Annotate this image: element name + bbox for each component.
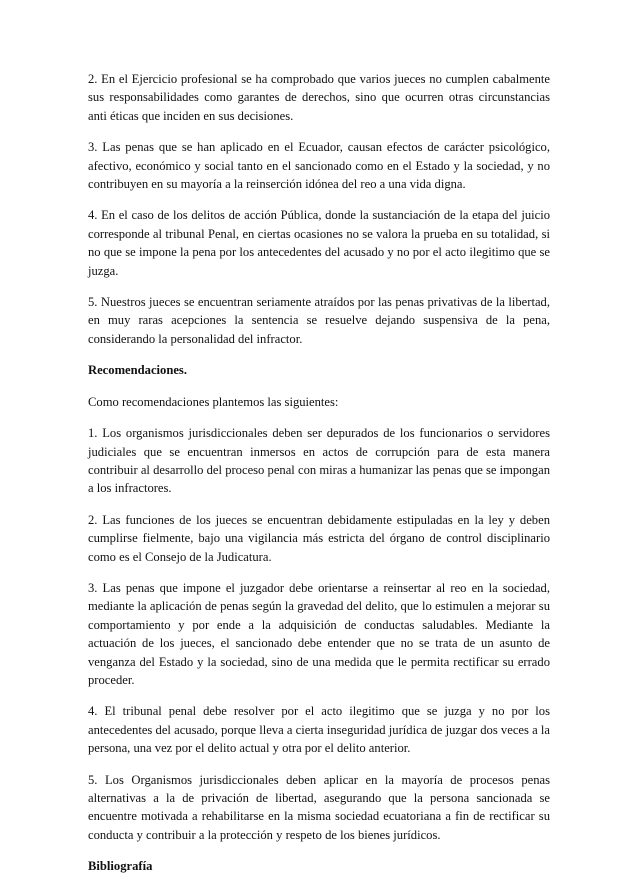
recommendation-4: 4. El tribunal penal debe resolver por el acto ilegitimo que se juzga y no por los antecedentes del acusado, porque lleva a cierta inseguridad jurídica de juzgar dos veces a la persona, una vez por el delito actual y otra por el delito anterior. [88, 704, 550, 756]
recommendation-3: 3. Las penas que impone el juzgador debe orientarse a reinsertar al reo en la sociedad, mediante la aplicación de penas según la gravedad del delito, que lo estimulen a mejorar su comportamiento y por ende a la adquisición de conductas saludables. Mediante la actuación de los jueces, el sancionado debe entender que no se trata de un asunto de venganza del Estado y la sociedad, sino de una medida que le permita rectificar su errado proceder. [88, 580, 550, 687]
conclusion-2: 2. En el Ejercicio profesional se ha comprobado que varios jueces no cumplen cabalmente sus responsabilidades como garantes de derechos, sino que ocurren otras circunstancias anti éticas que inciden en sus decisiones. [88, 72, 550, 123]
recommendation-1: 1. Los organismos jurisdiccionales deben ser depurados de los funcionarios o servidores judiciales que se encuentran inmersos en actos de corrupción para de esta manera contribuir al desarrollo del proceso penal con miras a humanizar las penas que se impongan a los infractores. [88, 426, 550, 496]
recommendations-heading: Recomendaciones. [88, 363, 187, 378]
document-page [88, 70, 550, 889]
recommendation-5: 5. Los Organismos jurisdiccionales deben aplicar en la mayoría de procesos penas alternativas a la de privación de libertad, asegurando que la persona sancionada se encuentre motivada a rehabilitarse en la misma sociedad ecuatoriana a fin de rectificar su conducta y contribuir a la protección y respeto de los bienes jurídicos. [88, 772, 550, 842]
recommendations-intro: Como recomendaciones plantemos las siguientes: [88, 394, 339, 409]
conclusion-5: 5. Nuestros jueces se encuentran seriamente atraídos por las penas privativas de la libertad, en muy raras acepciones la sentencia se resuelve dejando suspensiva de la pena, considerando la personalidad del infractor. [88, 295, 550, 346]
conclusion-4: 4. En el caso de los delitos de acción Pública, donde la sustanciación de la etapa del juicio corresponde al tribunal Penal, en ciertas ocasiones no se valora la prueba en su totalidad, si no que se impone la pena por los antecedentes del acusado y no por el acto ilegitimo que se juzga. [88, 208, 550, 278]
recommendation-2: 2. Las funciones de los jueces se encuentran debidamente estipuladas en la ley y deben cumplirse fielmente, bajo una vigilancia más estricta del órgano de control disciplinario como es el Consejo de la Judicatura. [88, 512, 550, 564]
conclusion-3: 3. Las penas que se han aplicado en el Ecuador, causan efectos de carácter psicológico, afectivo, económico y social tanto en el sancionado como en el Estado y la sociedad, y no contribuyen en su mayoría a la reinserción idónea del reo a una vida digna. [88, 140, 550, 192]
bibliography-heading: Bibliografía [88, 859, 153, 874]
